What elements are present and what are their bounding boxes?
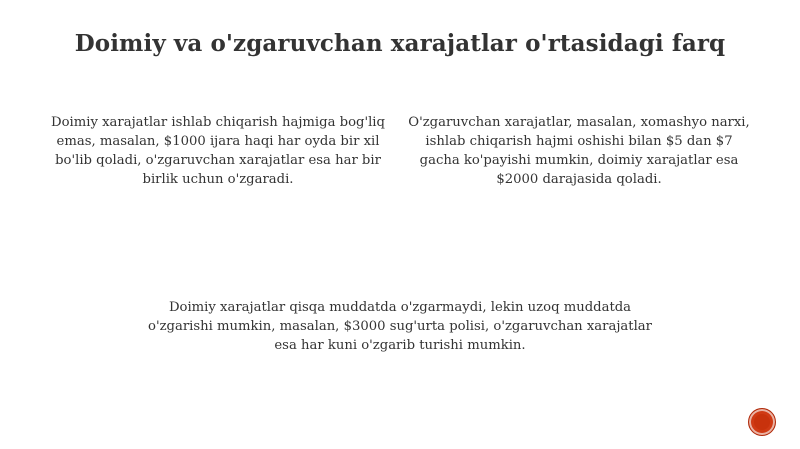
slide-title: Doimiy va o'zgaruvchan xarajatlar o'rtasidagi farq — [74, 30, 726, 57]
bottom-text-block: Doimiy xarajatlar qisqa muddatda o'zgarmaydi, lekin uzoq muddatda o'zgarishi mumkin, masalan, $3000 sug'urta polisi, o'zgaruvchan xarajatlar esa har kuni o'zgarib turishi mumkin. — [148, 300, 652, 353]
circle-nav-icon — [754, 414, 770, 430]
next-slide-button[interactable] — [748, 408, 776, 436]
right-text-block: O'zgaruvchan xarajatlar, masalan, xomashyo narxi, ishlab chiqarish hajmi oshishi bilan $5 dan $7 gacha ko'payishi mumkin, doimiy xarajatlar esa $2000 darajasida qoladi. — [408, 115, 750, 187]
left-text-block: Doimiy xarajatlar ishlab chiqarish hajmiga bog'liq emas, masalan, $1000 ijara haqi har oyda bir xil bo'lib qoladi, o'zgaruvchan xarajatlar esa har bir birlik uchun o'zgaradi. — [51, 115, 385, 187]
